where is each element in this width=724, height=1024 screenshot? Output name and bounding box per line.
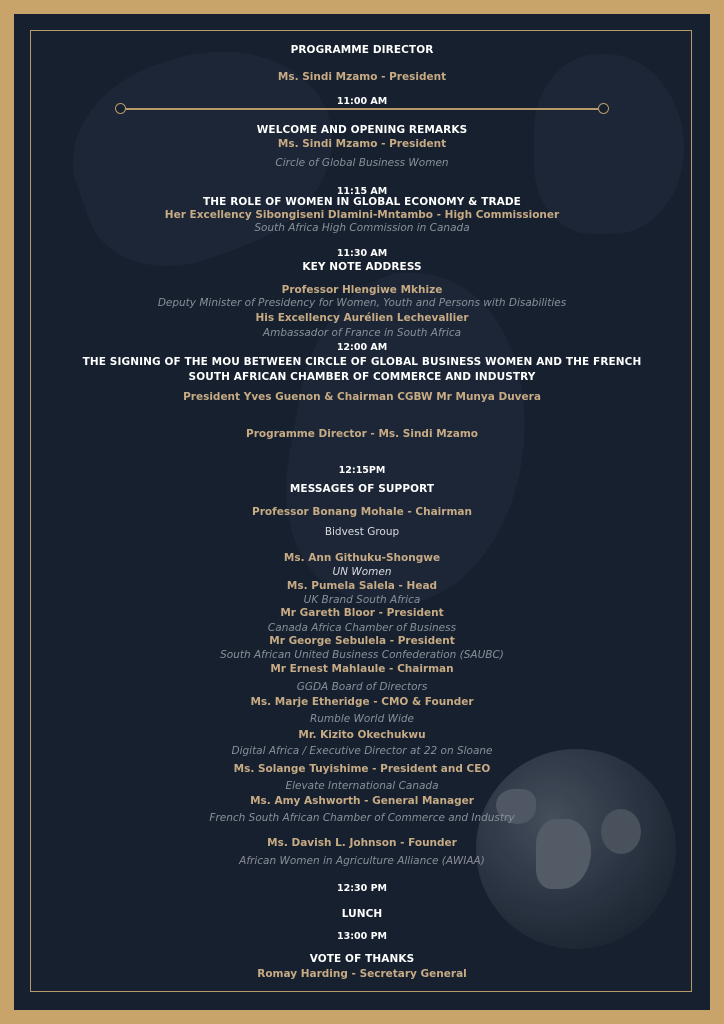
support-speaker: Ms. Marje Etheridge - CMO & Founder [250, 696, 474, 708]
support-speaker: Ms. Solange Tuyishime - President and CEO [233, 763, 491, 775]
time-1230: 12:30 PM [337, 883, 387, 894]
welcome-title: WELCOME AND OPENING REMARKS [256, 124, 468, 136]
welcome-org: Circle of Global Business Women [275, 157, 449, 169]
role-women-org: South Africa High Commission in Canada [254, 222, 470, 234]
vote-of-thanks-speaker: Romay Harding - Secretary General [257, 968, 467, 980]
support-title: MESSAGES OF SUPPORT [289, 483, 435, 495]
keynote-title: KEY NOTE ADDRESS [302, 261, 422, 273]
keynote-org-1: Deputy Minister of Presidency for Women, Youth and Persons with Disabilities [157, 297, 567, 309]
programme-director-name: Ms. Sindi Mzamo - President [277, 71, 447, 83]
support-org: UN Women [332, 566, 392, 578]
time-1300: 13:00 PM [337, 931, 387, 942]
support-org: UK Brand South Africa [303, 594, 421, 606]
role-women-title: THE ROLE OF WOMEN IN GLOBAL ECONOMY & TRADE [203, 196, 521, 208]
support-speaker: Mr Ernest Mahlaule - Chairman [270, 663, 454, 675]
time-1215: 12:15PM [338, 465, 386, 476]
support-org: GGDA Board of Directors [296, 681, 428, 693]
keynote-speaker-1: Professor Hlengiwe Mkhize [281, 284, 443, 296]
support-org: Canada Africa Chamber of Business [267, 622, 457, 634]
support-speaker: Ms. Amy Ashworth - General Manager [250, 795, 474, 807]
support-org: South African United Business Confederation (SAUBC) [220, 649, 504, 661]
welcome-speaker: Ms. Sindi Mzamo - President [277, 138, 447, 150]
role-women-speaker: Her Excellency Sibongiseni Dlamini-Mntambo - High Commissioner [164, 209, 560, 221]
support-speaker: Ms. Davish L. Johnson - Founder [267, 837, 457, 849]
lunch-title: LUNCH [341, 908, 383, 920]
mou-programme-director: Programme Director - Ms. Sindi Mzamo [246, 428, 478, 440]
support-org: Digital Africa / Executive Director at 22 on Sloane [231, 745, 493, 757]
mou-title-line-2: SOUTH AFRICAN CHAMBER OF COMMERCE AND INDUSTRY [188, 371, 536, 383]
support-org: French South African Chamber of Commerce and Industry [209, 812, 515, 824]
programme-director-heading: PROGRAMME DIRECTOR [290, 44, 434, 56]
support-first-speaker: Professor Bonang Mohale - Chairman [252, 506, 472, 518]
support-speaker: Mr. Kizito Okechukwu [298, 729, 426, 741]
mou-title-line-1: THE SIGNING OF THE MOU BETWEEN CIRCLE OF GLOBAL BUSINESS WOMEN AND THE FRENCH [82, 356, 642, 368]
time-1115: 11:15 AM [336, 186, 388, 197]
support-org: African Women in Agriculture Alliance (AWIAA) [239, 855, 485, 867]
support-speaker: Ms. Pumela Salela - Head [286, 580, 438, 592]
mou-signatories: President Yves Guenon & Chairman CGBW Mr Munya Duvera [183, 391, 541, 403]
time-1130: 11:30 AM [336, 248, 388, 259]
time-1100: 11:00 AM [336, 96, 388, 107]
support-first-org: Bidvest Group [324, 526, 400, 538]
time-1200: 12:00 AM [336, 342, 388, 353]
support-speaker: Ms. Ann Githuku-Shongwe [283, 552, 441, 564]
support-org: Rumble World Wide [309, 713, 415, 725]
support-speaker: Mr Gareth Bloor - President [280, 607, 444, 619]
vote-of-thanks-title: VOTE OF THANKS [309, 953, 415, 965]
support-speaker: Mr George Sebulela - President [269, 635, 455, 647]
keynote-org-2: Ambassador of France in South Africa [262, 327, 462, 339]
keynote-speaker-2: His Excellency Aurélien Lechevallier [255, 312, 469, 324]
support-org: Elevate International Canada [285, 780, 439, 792]
